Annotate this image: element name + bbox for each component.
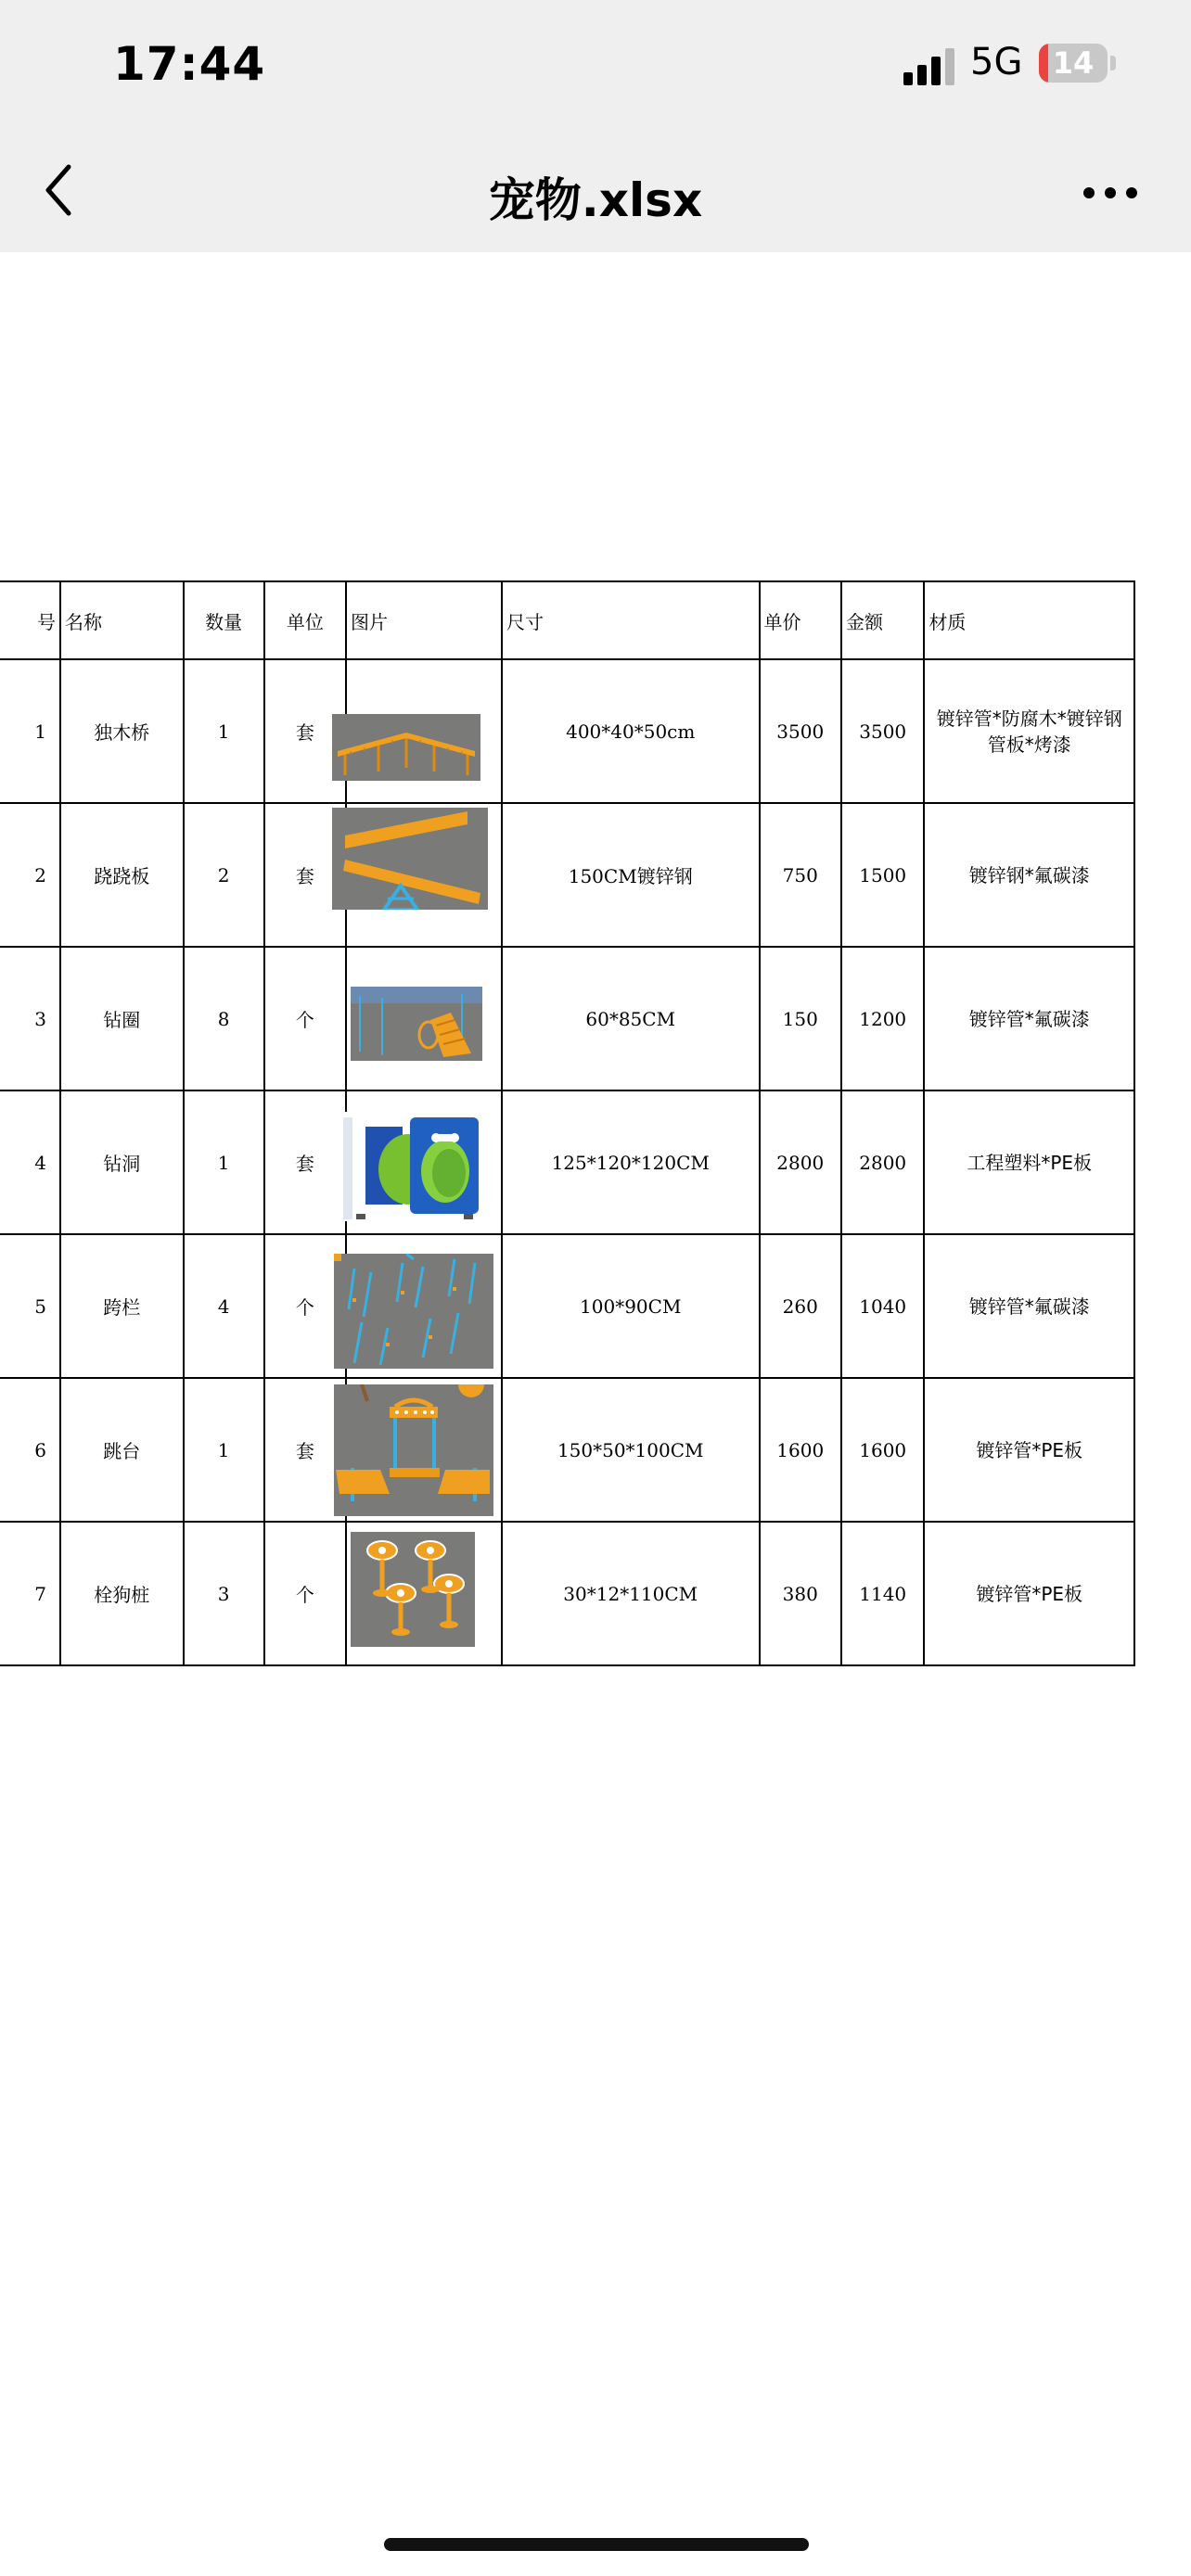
cell-image[interactable] <box>346 1234 502 1378</box>
cell-amount[interactable]: 1600 <box>841 1378 924 1522</box>
cell-no[interactable]: 2 <box>0 803 60 947</box>
cell-size[interactable]: 60*85CM <box>502 947 760 1090</box>
home-indicator[interactable] <box>384 2538 809 2551</box>
header-material[interactable]: 材质 <box>924 581 1134 659</box>
header-qty[interactable]: 数量 <box>184 581 264 659</box>
header-size[interactable]: 尺寸 <box>502 581 760 659</box>
cell-qty[interactable]: 3 <box>184 1522 264 1665</box>
cell-size[interactable]: 150CM镀锌钢 <box>502 803 760 947</box>
cell-material[interactable]: 镀锌管*氟碳漆 <box>924 1234 1134 1378</box>
tunnel-image[interactable] <box>343 1112 482 1221</box>
table-row <box>0 947 1134 1090</box>
cell-unit[interactable]: 个 <box>264 947 346 1090</box>
cell-material[interactable]: 镀锌管*防腐木*镀锌钢管板*烤漆 <box>924 659 1134 803</box>
seesaw-image[interactable] <box>332 808 488 910</box>
header-price[interactable]: 单价 <box>760 581 841 659</box>
cell-material[interactable]: 工程塑料*PE板 <box>924 1090 1134 1234</box>
signal-icon <box>902 48 957 85</box>
cell-name[interactable]: 钻洞 <box>60 1090 184 1234</box>
battery-tip <box>1110 56 1116 70</box>
cell-unit[interactable]: 个 <box>264 1522 346 1665</box>
status-time: 17:44 <box>113 37 266 91</box>
cell-material[interactable]: 镀锌管*PE板 <box>924 1522 1134 1665</box>
balance-beam-image[interactable] <box>332 714 480 781</box>
cell-qty[interactable]: 1 <box>184 659 264 803</box>
cell-image[interactable] <box>346 1522 502 1665</box>
cell-price[interactable]: 1600 <box>760 1378 841 1522</box>
cell-qty[interactable]: 2 <box>184 803 264 947</box>
spreadsheet-table[interactable] <box>0 580 1135 1666</box>
cell-amount[interactable]: 1500 <box>841 803 924 947</box>
cell-name[interactable]: 独木桥 <box>60 659 184 803</box>
battery-icon <box>1039 44 1108 83</box>
cell-no[interactable]: 5 <box>0 1234 60 1378</box>
cell-amount[interactable]: 1200 <box>841 947 924 1090</box>
cell-name[interactable]: 跳台 <box>60 1378 184 1522</box>
cell-image[interactable] <box>346 659 502 803</box>
table-row <box>0 1234 1134 1378</box>
cell-qty[interactable]: 4 <box>184 1234 264 1378</box>
cell-amount[interactable]: 2800 <box>841 1090 924 1234</box>
cell-material[interactable]: 镀锌管*PE板 <box>924 1378 1134 1522</box>
table-row <box>0 803 1134 947</box>
cell-unit[interactable]: 个 <box>264 1234 346 1378</box>
cell-name[interactable]: 栓狗桩 <box>60 1522 184 1665</box>
header-no[interactable]: 号 <box>0 581 60 659</box>
jump-platform-image[interactable] <box>334 1384 493 1516</box>
cell-size[interactable]: 400*40*50cm <box>502 659 760 803</box>
cell-price[interactable]: 3500 <box>760 659 841 803</box>
cell-price[interactable]: 750 <box>760 803 841 947</box>
cell-no[interactable]: 6 <box>0 1378 60 1522</box>
cell-no[interactable]: 1 <box>0 659 60 803</box>
cell-amount[interactable]: 1040 <box>841 1234 924 1378</box>
cell-size[interactable]: 150*50*100CM <box>502 1378 760 1522</box>
cell-price[interactable]: 260 <box>760 1234 841 1378</box>
header-name[interactable]: 名称 <box>60 581 184 659</box>
cell-unit[interactable]: 套 <box>264 1090 346 1234</box>
table-row <box>0 659 1134 803</box>
header-row <box>0 581 1134 659</box>
battery-percent: 14 <box>1052 45 1095 81</box>
cell-size[interactable]: 30*12*110CM <box>502 1522 760 1665</box>
hoop-image[interactable] <box>351 987 482 1061</box>
cell-price[interactable]: 2800 <box>760 1090 841 1234</box>
cell-qty[interactable]: 1 <box>184 1090 264 1234</box>
cell-name[interactable]: 跨栏 <box>60 1234 184 1378</box>
table-row <box>0 1378 1134 1522</box>
table-row <box>0 1522 1134 1665</box>
cell-qty[interactable]: 8 <box>184 947 264 1090</box>
more-dots-icon[interactable] <box>1082 182 1139 204</box>
cell-size[interactable]: 125*120*120CM <box>502 1090 760 1234</box>
header-amount[interactable]: 金额 <box>841 581 924 659</box>
cell-name[interactable]: 钻圈 <box>60 947 184 1090</box>
cell-image[interactable] <box>346 1090 502 1234</box>
cell-qty[interactable]: 1 <box>184 1378 264 1522</box>
cell-no[interactable]: 4 <box>0 1090 60 1234</box>
cell-unit[interactable]: 套 <box>264 803 346 947</box>
cell-unit[interactable]: 套 <box>264 1378 346 1522</box>
cell-amount[interactable]: 3500 <box>841 659 924 803</box>
cell-image[interactable] <box>346 803 502 947</box>
cell-no[interactable]: 7 <box>0 1522 60 1665</box>
cell-name[interactable]: 跷跷板 <box>60 803 184 947</box>
dog-post-image[interactable] <box>351 1532 475 1647</box>
cell-price[interactable]: 150 <box>760 947 841 1090</box>
header-unit[interactable]: 单位 <box>264 581 346 659</box>
cell-size[interactable]: 100*90CM <box>502 1234 760 1378</box>
cell-image[interactable] <box>346 947 502 1090</box>
hurdle-image[interactable] <box>334 1254 493 1369</box>
cell-image[interactable] <box>346 1378 502 1522</box>
cell-amount[interactable]: 1140 <box>841 1522 924 1665</box>
cell-unit[interactable]: 套 <box>264 659 346 803</box>
cell-no[interactable]: 3 <box>0 947 60 1090</box>
cell-material[interactable]: 镀锌钢*氟碳漆 <box>924 803 1134 947</box>
table-row <box>0 1090 1134 1234</box>
cell-material[interactable]: 镀锌管*氟碳漆 <box>924 947 1134 1090</box>
header-image[interactable]: 图片 <box>346 581 502 659</box>
document-title: 宠物.xlsx <box>488 173 703 227</box>
top-bar <box>0 0 1191 252</box>
network-type: 5G <box>970 41 1023 83</box>
cell-price[interactable]: 380 <box>760 1522 841 1665</box>
